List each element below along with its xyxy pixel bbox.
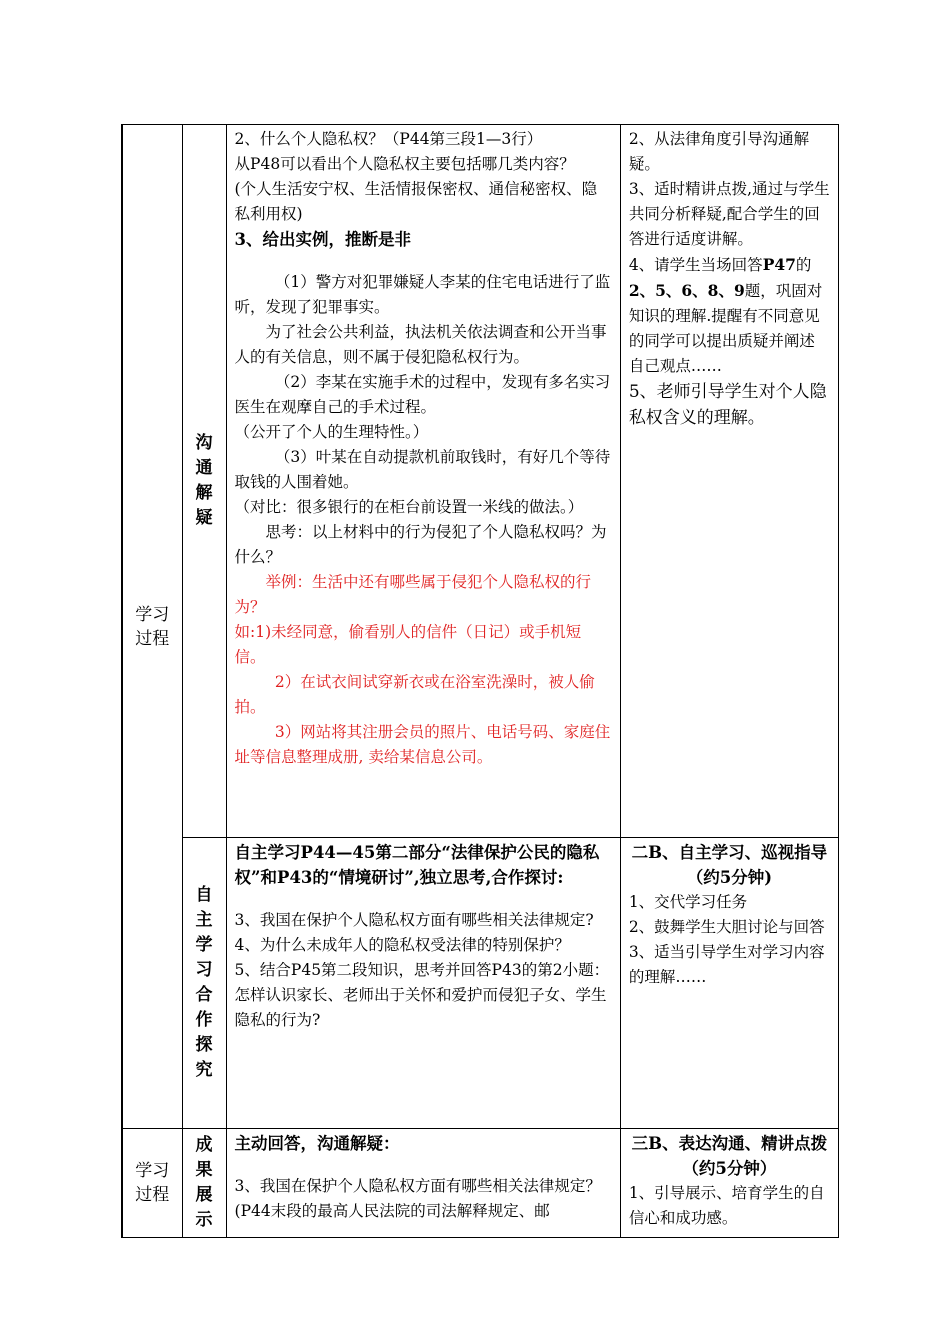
teacher-line: 2、从法律角度引导沟通解疑。: [628, 130, 810, 173]
teacher-text: 题，巩固对知识的理解.提醒有不同意见的同学可以提出质疑并阐述自己观点……: [628, 282, 823, 375]
case-3: （3）叶某在自动提款机前取钱时，有好几个等待取钱的人围着她。: [234, 448, 611, 491]
content-line: 从P48可以看出个人隐私权主要包括哪几类内容？: [234, 155, 575, 173]
question-3: 3、我国在保护个人隐私权方面有哪些相关法律规定？(P44末段的最高人民法院的司法解释规定、邮: [234, 1177, 601, 1220]
question-5: 5、结合P45第二段知识，思考并回答P43的第2小题：怎样认识家长、老师出于关怀和爱护而侵犯子女、学生隐私的行为?: [234, 961, 610, 1029]
section-label-cell: [122, 125, 182, 1129]
case-1: （1）警方对犯罪嫌疑人李某的住宅电话进行了监听，发现了犯罪事实。: [234, 273, 611, 316]
page-ref: P47: [762, 255, 796, 274]
teacher-line: 1、交代学习任务: [628, 893, 748, 911]
teacher-cell: [620, 838, 838, 1129]
example-prompt: 举例：生活中还有哪些属于侵犯个人隐私权的行为？: [234, 573, 592, 616]
case-2-note: （公开了个人的生理特性。）: [234, 423, 429, 441]
table-row-communication: [122, 125, 839, 838]
teacher-line: 3、适当引导学生对学习内容的理解……: [628, 943, 825, 986]
example-3: 3）网站将其注册会员的照片、电话号码、家庭住址等信息整理成册, 卖给某信息公司。: [234, 723, 611, 766]
table-row-self-study: [122, 838, 839, 1129]
question-4: 4、为什么未成年人的隐私权受法律的特别保护？: [234, 936, 570, 954]
section-label: 学习过程: [135, 1161, 170, 1205]
teacher-line: 2、鼓舞学生大胆讨论与回答: [628, 918, 825, 936]
teacher-title: 三B、表达沟通、精讲点拨（约5分钟）: [631, 1134, 828, 1178]
phase-label: 自主学习合作探究: [195, 885, 213, 1080]
content-heading: 3、给出实例，推断是非: [234, 230, 412, 249]
teacher-cell: [620, 125, 838, 838]
section-label-cell: [122, 1129, 182, 1238]
phase-label: 成果展示: [195, 1135, 213, 1230]
content-cell: [226, 1129, 620, 1238]
teacher-text: 的: [795, 256, 812, 274]
teacher-cell: [620, 1129, 838, 1238]
teacher-line: 5、老师引导学生对个人隐私权含义的理解。: [628, 382, 827, 428]
phase-label-cell: [182, 1129, 226, 1238]
content-line: 2、什么个人隐私权？（P44第三段1—3行）: [234, 130, 543, 148]
teacher-line: 1、引导展示、培育学生的自信心和成功感。: [628, 1184, 825, 1227]
phase-label-cell: [182, 838, 226, 1129]
teacher-line: 3、适时精讲点拨,通过与学生共同分析释疑,配合学生的回答进行适度讲解。: [628, 180, 830, 248]
content-heading: 自主学习P44—45第二部分“法律保护公民的隐私权”和P43的“情境研讨”,独立思考,合作探讨:: [234, 843, 600, 887]
example-2: 2）在试衣间试穿新衣或在浴室洗澡时，被人偷拍。: [234, 673, 595, 716]
case-3-note: （对比：很多银行的在柜台前设置一米线的做法。）: [234, 498, 584, 516]
case-2: （2）李某在实施手术的过程中，发现有多名实习医生在观摩自己的手术过程。: [234, 373, 611, 416]
question-3: 3、我国在保护个人隐私权方面有哪些相关法律规定?: [234, 911, 594, 929]
content-cell: [226, 125, 620, 838]
think-question: 思考：以上材料中的行为侵犯了个人隐私权吗？为什么？: [234, 523, 607, 566]
lesson-plan-table: [121, 124, 839, 1238]
example-1: 如:1)未经同意，偷看别人的信件（日记）或手机短信。: [234, 623, 582, 666]
question-numbers: 2、5、6、8、9: [628, 281, 745, 300]
phase-label-cell: [182, 125, 226, 838]
content-line: (个人生活安宁权、生活情报保密权、通信秘密权、隐私利用权): [234, 180, 598, 223]
content-heading: 主动回答，沟通解疑：: [234, 1134, 400, 1153]
case-1-note: 为了社会公共利益，执法机关依法调查和公开当事人的有关信息，则不属于侵犯隐私权行为。: [234, 323, 607, 366]
teacher-line: [629, 252, 830, 379]
teacher-title: 二B、自主学习、巡视指导（约5分钟): [631, 843, 828, 887]
content-cell: [226, 838, 620, 1129]
section-label: 学习过程: [135, 604, 170, 649]
table-row-results: [122, 1129, 839, 1238]
phase-label: 沟通解疑: [195, 433, 213, 528]
teacher-text: 4、请学生当场回答: [628, 256, 763, 274]
